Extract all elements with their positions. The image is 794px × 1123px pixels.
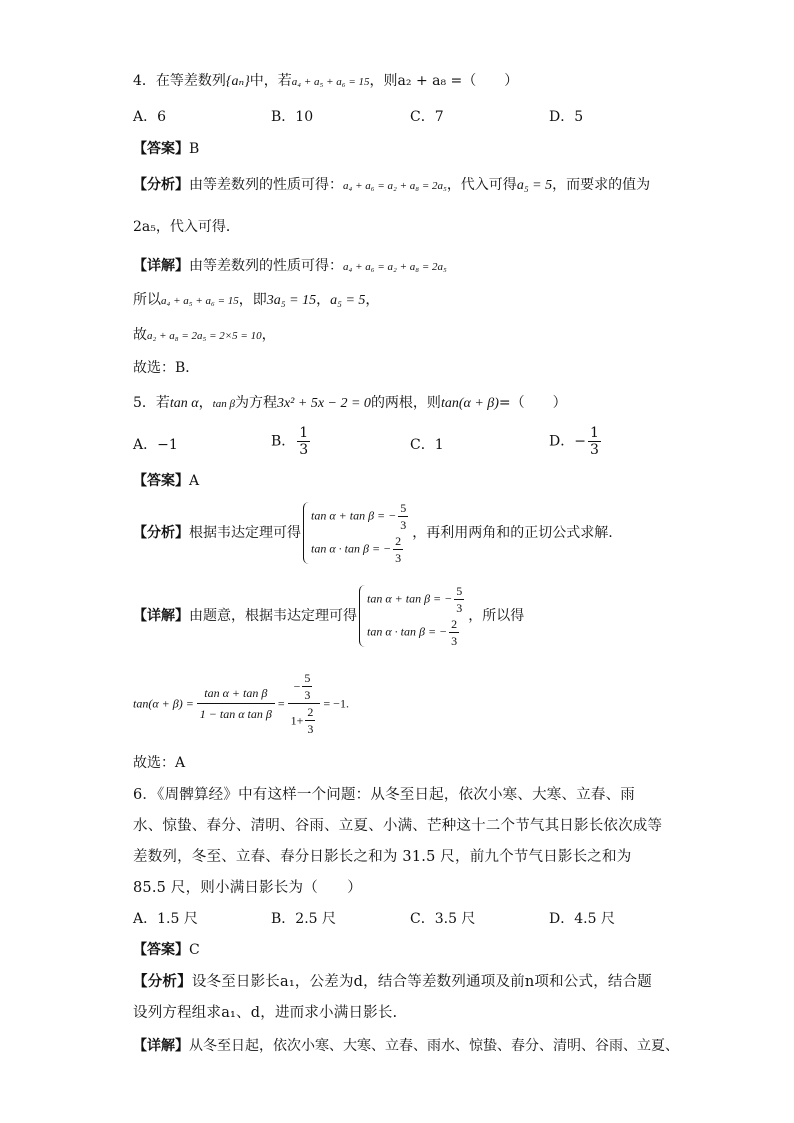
q5-option-a: A．−1 [133,437,178,453]
q5-stem-sep: ， [198,395,213,411]
q5-option-d-label: D．− [549,433,586,450]
q5-detail-text2: ，所以得 [468,608,525,624]
vieta-product-lhs: tan α · tan β = − [311,541,392,556]
q5-option-d-den: 3 [589,442,599,458]
q4-analysis-eq: a₄ + a₆ = a₂ + a₈ = 2a₅ [343,180,447,192]
q5-option-c: C．1 [410,437,444,453]
vieta-sum-num: 5 [400,501,407,515]
formula-eq: = [277,696,285,711]
q4-line-so [133,290,379,311]
q4-seq: {aₙ} [225,74,250,89]
q5-detail [133,583,524,649]
q4-so-sep: ， [316,292,331,308]
q5-option-b [271,425,312,458]
q4-analysis [133,175,650,196]
q5-stem [133,393,567,414]
q5-analysis-text2: ，再利用两角和的正切公式求解. [412,525,613,541]
q4-so-end: ， [365,292,380,308]
formula-values-den [288,704,321,737]
q6-option-b: B．2.5 尺 [271,911,337,927]
q6-analysis-text: 设冬至日影长a₁，公差为d，结合等差数列通项及前n项和公式，结合题设列方程组求a₁、d，进而求小满日影长. [133,974,652,1021]
vieta-system [303,500,410,566]
q4-option-b: B．10 [271,109,314,125]
vieta-product-den: 3 [395,551,402,565]
q4-detail [133,256,447,277]
q4-so-eq: a₄ + a₅ + a₆ = 15 [161,295,239,307]
vieta-sum-den: 3 [400,518,407,532]
analysis-tag: 【分析】 [133,177,189,193]
q5-ask-expr: tan(α + β) [440,396,499,411]
q6-answer-value: C [189,942,200,958]
q5-stem-text: 5．若 [133,395,170,411]
vieta-product-den-detail: 3 [451,634,458,648]
q6-option-a: A．1.5 尺 [133,911,198,927]
q5-option-b-label: B． [271,433,296,450]
detail-tag: 【详解】 [133,608,189,624]
vieta-product-lhs-detail: tan α · tan β = − [367,624,448,639]
q4-detail-eq: a₄ + a₆ = a₂ + a₈ = 2a₅ [343,261,447,273]
answer-tag: 【答案】 [133,942,189,958]
q5-option-b-den: 3 [299,442,309,458]
vieta-sum-num-detail: 5 [456,584,463,598]
formula-values-den-d: 3 [307,722,314,736]
vieta-row-sum-detail [367,583,466,616]
q4-stem [133,71,518,92]
q4-condition: a₄ + a₅ + a₆ = 15 [291,76,370,88]
q4-answer [133,139,199,159]
q6-option-d: D．4.5 尺 [549,911,615,927]
q4-stem-mid: 中，若 [249,73,292,89]
formula-values-den-n: 2 [307,705,314,719]
q4-so-mid: ，即 [238,292,267,308]
q4-detail-text: 由等差数列的性质可得： [189,258,343,274]
q4-thus-text: 故 [133,327,147,343]
q5-option-b-num: 1 [299,425,309,441]
formula-fraction-values [288,670,321,737]
q5-answer-value: A [189,473,200,489]
q6-answer [133,940,200,960]
q6-stem: 6．《周髀算经》中有这样一个问题：从冬至日起，依次小寒、大寒、立春、雨水、惊蛰、春分、清明、谷雨、立夏、小满、芒种这十二个节气其日影长依次成等差数列，冬至、立春、春分日影长之和为 31.5 尺，前九个节气日影长之和为 85.5 尺，则小满日影长为（ ） [133,787,663,896]
q5-equation: 3x² + 5x − 2 = 0 [276,396,371,411]
q5-analysis [133,500,613,566]
formula-fraction [197,683,275,724]
vieta-sum-lhs: tan α + tan β = − [311,508,397,523]
vieta-system-detail [359,583,466,649]
answer-tag: 【答案】 [133,141,189,157]
analysis-tag: 【分析】 [133,525,189,541]
q4-answer-value: B [189,141,200,157]
formula-values-den-pre: 1+ [290,713,304,728]
vieta-product-num: 2 [395,534,402,548]
formula-lhs: tan(α + β) = [133,696,194,711]
analysis-tag: 【分析】 [133,974,192,990]
q5-answer [133,471,199,491]
q5-tan-beta: tan β [212,398,235,410]
formula-den: 1 − tan α tan β [199,707,272,721]
vieta-sum-lhs-detail: tan α + tan β = − [367,591,453,606]
vieta-sum-den-detail: 3 [456,601,463,615]
q4-stem-text: 4．在等差数列 [133,73,226,89]
detail-tag: 【详解】 [133,1038,189,1054]
q4-analysis-text2: ，代入可得 [446,177,517,193]
q6-option-c: C．3.5 尺 [410,911,476,927]
q4-analysis-eq2: a₅ = 5 [516,178,553,193]
formula-values-num [288,670,321,704]
answer-tag: 【答案】 [133,473,189,489]
formula-values-num-sign: − [293,679,301,694]
q4-option-a: A．6 [133,109,167,125]
detail-tag: 【详解】 [133,258,189,274]
q4-option-d: D．5 [549,109,584,125]
tan-sum-formula [133,670,349,737]
formula-result: = −1. [323,696,349,711]
q5-stem-mid2: 的两根，则 [370,395,441,411]
vieta-row-sum [311,500,410,533]
q4-option-c: C．7 [410,109,444,125]
q4-ask: ，则a₂ + a₈ =（ ） [369,73,519,89]
q4-analysis-text3: ，而要求的值为 [552,177,651,193]
vieta-row-product-detail [367,616,466,649]
vieta-row-product [311,533,410,566]
q5-detail-text: 由题意，根据韦达定理可得 [189,608,357,624]
vieta-product-num-detail: 2 [451,617,458,631]
q4-thus-eq: a₂ + a₈ = 2a₅ = 2×5 = 10 [147,330,262,342]
q6-detail [133,1036,679,1056]
q4-so-eq3: a₅ = 5 [330,293,366,308]
q5-option-d-num: 1 [589,425,599,441]
q4-so-eq2: 3a₅ = 15 [266,293,317,308]
q6-detail-text: 从冬至日起，依次小寒、大寒、立春、雨水、惊蛰、春分、清明、谷雨、立夏、 [189,1038,679,1054]
q4-analysis-cont: 2a₅，代入可得． [133,219,240,235]
q5-tan-alpha: tan α [169,396,199,411]
q5-choose: 故选：A [133,755,186,771]
formula-num: tan α + tan β [197,683,275,704]
q5-stem-mid: 为方程 [234,395,277,411]
q4-so-text: 所以 [133,292,161,308]
q4-choose: 故选：B． [133,360,200,376]
q4-line-thus [133,325,276,346]
formula-values-num-n: 5 [304,671,311,685]
q4-analysis-text: 由等差数列的性质可得： [189,177,343,193]
q4-thus-end: ， [261,327,276,343]
q6-analysis [133,967,663,1029]
q5-option-d [549,425,603,458]
q5-analysis-text: 根据韦达定理可得 [189,525,301,541]
formula-values-num-d: 3 [304,688,311,702]
q5-stem-end: =（ ） [498,395,567,411]
